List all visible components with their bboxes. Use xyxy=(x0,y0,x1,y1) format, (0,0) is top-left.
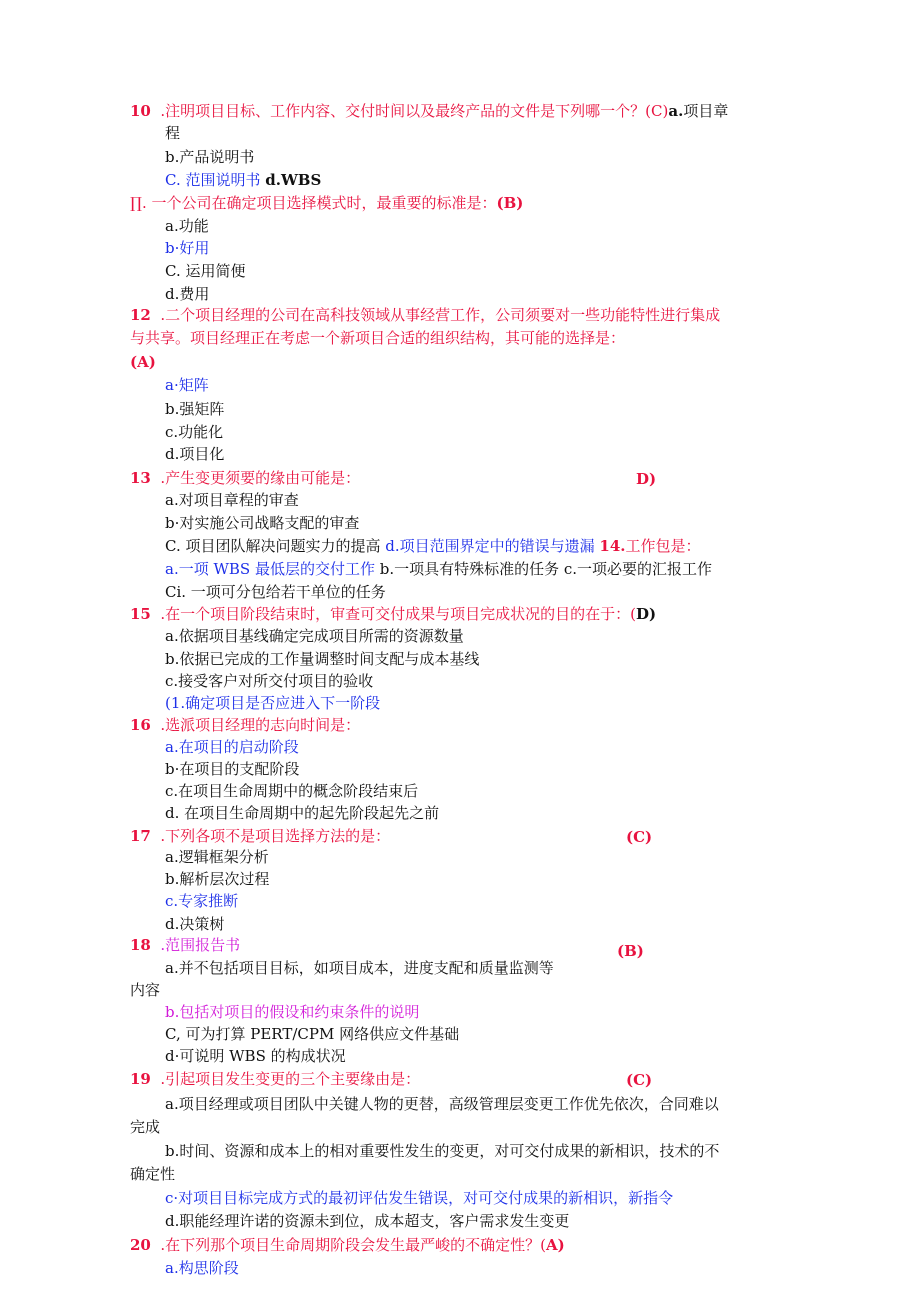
option-c: C. 项目团队解决问题实力的提高 xyxy=(165,537,386,555)
option-c: C. 运用简便 xyxy=(165,262,246,280)
option-c: c.一项必要的汇报工作 xyxy=(563,560,713,578)
option-a: a·矩阵 xyxy=(165,376,209,394)
question-number: 12 xyxy=(130,306,151,324)
option-c: c.在项目生命周期中的概念阶段结束后 xyxy=(165,782,419,800)
option-b: b.解析层次过程 xyxy=(165,870,270,888)
question-text: ∏. 一个公司在确定项目选择模式时，最重要的标准是： xyxy=(130,194,497,212)
question-14-text: 工作包是： xyxy=(625,537,701,555)
option-a: a.一项 WBS 最低层的交付工作 xyxy=(165,560,380,578)
option-a-cont: 完成 xyxy=(130,1118,161,1136)
option-d: d.费用 xyxy=(165,285,210,303)
question-15 xyxy=(130,603,656,625)
option-d: d.决策树 xyxy=(165,915,225,933)
option-b: b.时间、资源和成本上的相对重要性发生的变更，对可交付成果的新相识，技术的不 xyxy=(165,1142,720,1160)
question-number: 18 xyxy=(130,936,151,954)
option-c-d-line xyxy=(165,535,701,557)
option-d: d.项目范围界定中的错误与遗漏 xyxy=(385,537,600,555)
option-a: a.构思阶段 xyxy=(165,1259,239,1277)
option-d: d.职能经理许诺的资源未到位，成本超支，客户需求发生变更 xyxy=(165,1212,570,1230)
option-c-d-line xyxy=(165,169,321,191)
question-text: .在一个项目阶段结束时，审查可交付成果与项目完成状况的目的在于：( xyxy=(150,605,637,623)
question-number: 15 xyxy=(130,605,151,623)
question-10 xyxy=(130,100,728,122)
question-text: .下列各项不是项目选择方法的是： xyxy=(150,827,391,845)
option-b: b.一项具有特殊标准的任务 xyxy=(379,560,564,578)
option-d: d.WBS xyxy=(265,171,322,189)
question-12 xyxy=(130,304,720,326)
option-b: b.强矩阵 xyxy=(165,400,225,418)
answer: (A) xyxy=(130,353,156,371)
question-18 xyxy=(130,934,240,956)
question-number: 19 xyxy=(130,1070,151,1088)
option-letter: a. xyxy=(668,102,684,120)
question-13 xyxy=(130,467,360,489)
option-d: (1.确定项目是否应进入下一阶段 xyxy=(165,694,381,712)
option-continuation: 程 xyxy=(165,124,181,142)
option-c: C, 可为打算 PERT/CPM 网络供应文件基础 xyxy=(165,1025,460,1043)
question-text-cont: 与共享。项目经理正在考虑一个新项目合适的组织结构，其可能的选择是： xyxy=(130,329,626,347)
option-a: a.项目经理或项目团队中关键人物的更替，高级管理层变更工作优先依次，合同难以 xyxy=(165,1095,719,1113)
option-c: c·对项目目标完成方式的最初评估发生错误，对可交付成果的新相识，新指令 xyxy=(165,1189,674,1207)
option-a: a.在项目的启动阶段 xyxy=(165,738,299,756)
option-c: c.功能化 xyxy=(165,423,224,441)
option-d: d. 在项目生命周期中的起先阶段起先之前 xyxy=(165,804,440,822)
answer: (B) xyxy=(617,942,644,960)
question-number: 16 xyxy=(130,716,151,734)
question-14-number: 14. xyxy=(599,537,626,555)
answer: (B) xyxy=(496,194,524,212)
option-a: a.逻辑框架分析 xyxy=(165,848,269,866)
question-text: .引起项目发生变更的三个主要缘由是： xyxy=(150,1070,421,1088)
question-number: 17 xyxy=(130,827,151,845)
question-16 xyxy=(130,714,360,736)
answer: (C) xyxy=(626,1071,653,1089)
question-text: .选派项目经理的志向时间是： xyxy=(150,716,361,734)
answer: D) xyxy=(636,605,657,623)
question-11 xyxy=(130,192,523,214)
answer: (C) xyxy=(626,828,653,846)
question-19 xyxy=(130,1068,420,1090)
option-b: b.包括对项目的假设和约束条件的说明 xyxy=(165,1003,420,1021)
option-d: Ci. 一项可分包给若干单位的任务 xyxy=(165,583,386,601)
question-number: 10 xyxy=(130,102,151,120)
option-b-cont: 确定性 xyxy=(130,1165,176,1183)
question-number: 20 xyxy=(130,1236,151,1254)
option-c: c.专家推断 xyxy=(165,892,239,910)
answer: A) xyxy=(546,1236,565,1254)
option-b: b·在项目的支配阶段 xyxy=(165,760,300,778)
answer: D) xyxy=(636,470,657,488)
question-text: .注明项目目标、工作内容、交付时间以及最终产品的文件是下列哪一个？(C) xyxy=(150,102,669,120)
option-a-cont: 内容 xyxy=(130,981,161,999)
question-text: .二个项目经理的公司在高科技领域从事经营工作，公司须要对一些功能特性进行集成 xyxy=(150,306,721,324)
option-c: C. 范围说明书 xyxy=(165,171,266,189)
option-d: d.项目化 xyxy=(165,445,225,463)
option-text: 项目章 xyxy=(683,102,729,120)
question-17 xyxy=(130,825,390,847)
option-a: a.依据项目基线确定完成项目所需的资源数量 xyxy=(165,627,464,645)
option-b: b.产品说明书 xyxy=(165,148,255,166)
question-20 xyxy=(130,1234,565,1256)
question-text: .产生变更须要的缘由可能是： xyxy=(150,469,361,487)
option-c: c.接受客户对所交付项目的验收 xyxy=(165,672,374,690)
option-d: d·可说明 WBS 的构成状况 xyxy=(165,1047,346,1065)
question-14-options xyxy=(165,558,712,580)
option-a: a.对项目章程的审查 xyxy=(165,491,299,509)
question-number: 13 xyxy=(130,469,151,487)
option-b: b·好用 xyxy=(165,239,210,257)
question-text: .范围报告书 xyxy=(150,936,241,954)
option-b: b.依据已完成的工作量调整时间支配与成本基线 xyxy=(165,650,480,668)
option-b: b·对实施公司战略支配的审查 xyxy=(165,514,360,532)
option-a: a.并不包括项目目标，如项目成本，进度支配和质量监测等 xyxy=(165,959,554,977)
question-text: .在下列那个项目生命周期阶段会发生最严峻的不确定性？( xyxy=(150,1236,547,1254)
option-a: a.功能 xyxy=(165,217,209,235)
